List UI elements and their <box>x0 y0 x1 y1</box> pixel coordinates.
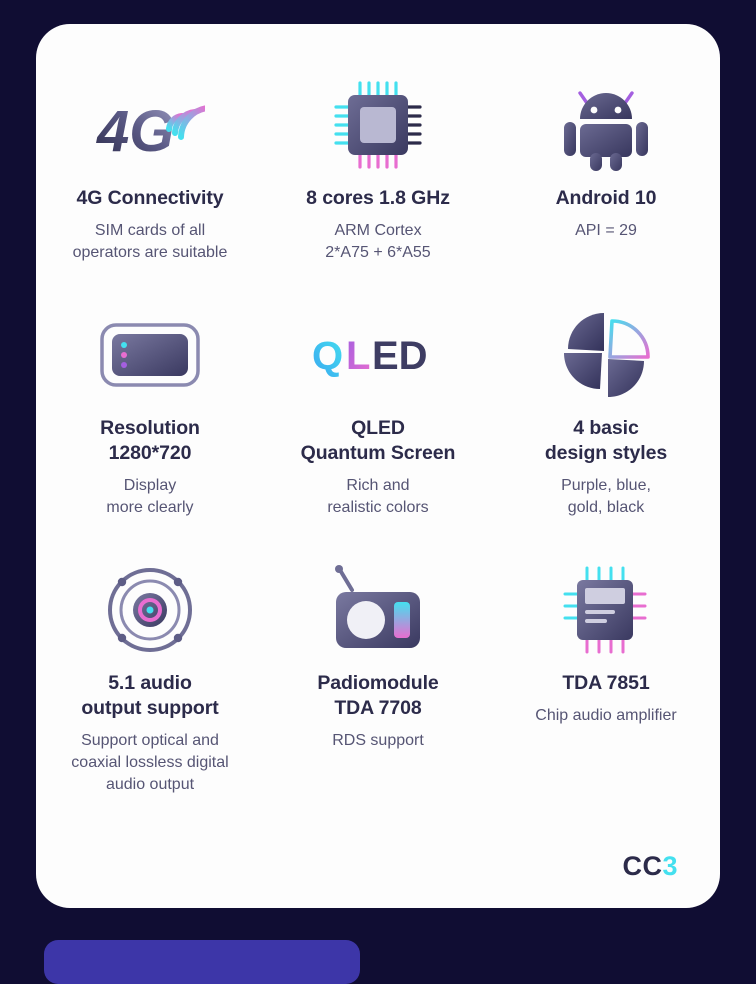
radio-icon <box>278 555 478 665</box>
feature-title: 4 basic design styles <box>544 417 668 464</box>
4g-signal-icon <box>50 70 250 180</box>
feature-title: Android 10 <box>555 187 657 209</box>
feature-item-amplifier <box>492 555 720 796</box>
feature-grid <box>36 70 720 832</box>
feature-item-resolution <box>36 300 264 519</box>
qled-logo-icon <box>278 300 478 410</box>
feature-title: 5.1 audio output support <box>81 672 219 719</box>
cpu-chip-icon <box>278 70 478 180</box>
feature-item-qled <box>264 300 492 519</box>
bottom-bar <box>44 940 360 984</box>
feature-item-android <box>492 70 720 264</box>
display-screen-icon <box>50 300 250 410</box>
feature-subtitle: Support optical and coaxial lossless digital audio output <box>71 732 229 793</box>
svg-text:Q: Q <box>312 334 344 378</box>
feature-subtitle: Chip audio amplifier <box>535 707 677 724</box>
feature-item-radio-module <box>264 555 492 796</box>
feature-subtitle: SIM cards of all operators are suitable <box>72 222 228 261</box>
feature-title: Padiomodule TDA 7708 <box>317 672 439 719</box>
feature-item-design-styles <box>492 300 720 519</box>
design-styles-icon <box>506 300 706 410</box>
svg-text:L: L <box>346 334 371 378</box>
feature-subtitle: Purple, blue, gold, black <box>561 477 651 516</box>
card-notch-mask <box>460 908 720 938</box>
feature-title: 8 cores 1.8 GHz <box>306 187 450 209</box>
svg-text:ED: ED <box>372 334 428 378</box>
brand-logo-cc: CC <box>622 851 663 881</box>
feature-title: Resolution 1280*720 <box>100 417 200 464</box>
feature-title: 4G Connectivity <box>76 187 224 209</box>
feature-title: TDA 7851 <box>562 672 650 694</box>
brand-logo-three: 3 <box>662 851 678 881</box>
feature-item-cpu <box>264 70 492 264</box>
speaker-icon <box>50 555 250 665</box>
feature-subtitle: Display more clearly <box>106 477 194 516</box>
feature-subtitle: Rich and realistic colors <box>327 477 429 516</box>
feature-subtitle: API = 29 <box>575 222 637 239</box>
feature-item-audio-output <box>36 555 264 796</box>
feature-card <box>36 24 720 908</box>
android-robot-icon <box>506 70 706 180</box>
feature-title: QLED Quantum Screen <box>300 417 456 464</box>
brand-logo <box>622 851 678 882</box>
svg-text:4G: 4G <box>97 99 175 164</box>
amplifier-chip-icon <box>506 555 706 665</box>
feature-item-4g-connectivity <box>36 70 264 264</box>
feature-subtitle: ARM Cortex 2*A75 + 6*A55 <box>325 222 431 261</box>
feature-subtitle: RDS support <box>332 732 424 749</box>
